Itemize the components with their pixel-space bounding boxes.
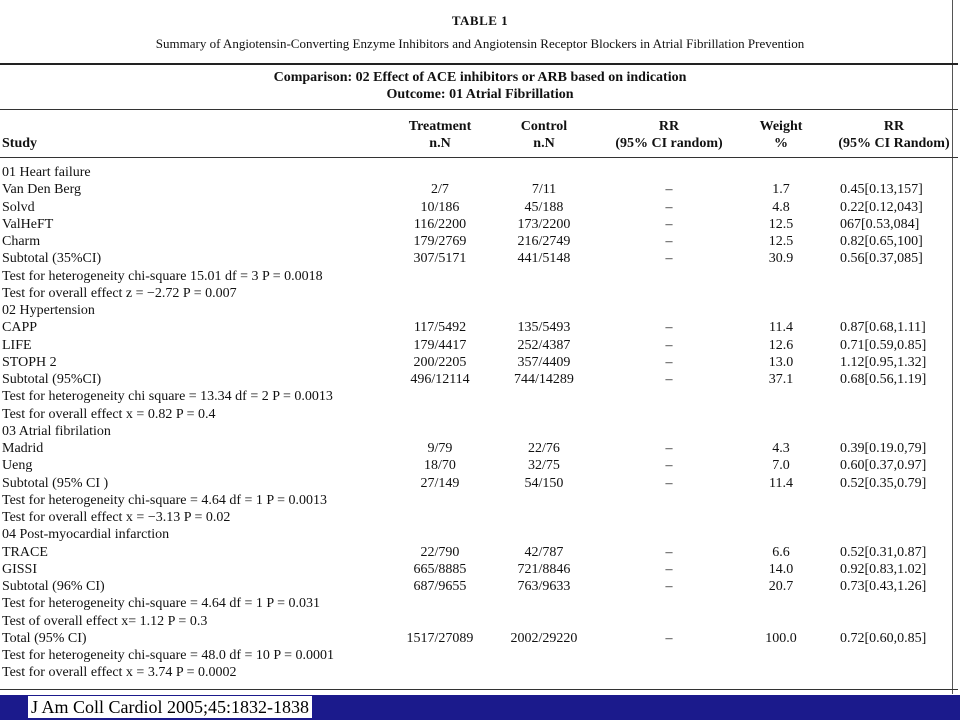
cell-treatment: 10/186 xyxy=(420,199,460,215)
table-body xyxy=(0,164,960,682)
table-title: Summary of Angiotensin-Converting Enzyme Inhibitors and Angiotensin Receptor Blockers in Atrial Fibrillation Prevention xyxy=(155,36,805,51)
header-rr-ci-line2: (95% CI Random) xyxy=(838,136,950,151)
cell-control: 54/150 xyxy=(524,475,564,491)
cell-rr-ci: 0.60[0.37,0.97] xyxy=(840,458,927,474)
table-row xyxy=(0,319,960,336)
cell-study: Test for heterogeneity chi-square = 48.0 df = 10 P = 0.0001 xyxy=(2,648,335,663)
table-row xyxy=(0,613,960,630)
bottom-rule xyxy=(0,689,958,690)
cell-control: 252/4387 xyxy=(517,337,571,353)
header-treatment-line2: n.N xyxy=(429,136,451,151)
cell-rr: – xyxy=(665,216,673,232)
cell-treatment: 22/790 xyxy=(420,544,460,560)
cell-study: LIFE xyxy=(2,337,32,353)
cell-treatment: 2/7 xyxy=(431,182,449,198)
cell-treatment: 179/2769 xyxy=(413,234,467,249)
cell-treatment: 179/4417 xyxy=(413,337,467,353)
cell-rr-ci: 0.87[0.68,1.11] xyxy=(840,320,926,336)
table-row xyxy=(0,268,960,285)
header-weight-line2: % xyxy=(774,136,788,151)
cell-study: Test for heterogeneity chi-square 15.01 df = 3 P = 0.0018 xyxy=(2,268,323,284)
table-row xyxy=(0,561,960,578)
table-row xyxy=(0,216,960,233)
cell-rr-ci: 0.73[0.43,1.26] xyxy=(840,579,927,594)
cell-rr-ci: 0.52[0.35,0.79] xyxy=(840,475,927,491)
header-treatment-line1: Treatment xyxy=(408,119,472,134)
cell-rr: – xyxy=(665,199,673,215)
footer-bar xyxy=(0,695,960,720)
header-rr-line1: RR xyxy=(658,119,680,134)
table-row xyxy=(0,164,960,181)
cell-rr: – xyxy=(665,234,673,249)
cell-weight: 37.1 xyxy=(768,372,794,387)
cell-treatment: 1517/27089 xyxy=(406,630,474,646)
cell-study: GISSI xyxy=(2,561,38,577)
cell-study: Test for overall effect z = −2.72 P = 0.007 xyxy=(2,285,237,301)
header-rr-line2: (95% CI random) xyxy=(615,136,723,151)
header-control-line2: n.N xyxy=(533,136,555,151)
cell-rr-ci: 0.45[0.13,157] xyxy=(840,182,923,198)
table-row xyxy=(0,492,960,509)
cell-treatment: 9/79 xyxy=(427,441,453,456)
cell-weight: 7.0 xyxy=(772,458,790,474)
table-row xyxy=(0,664,960,681)
table-label: TABLE 1 xyxy=(451,13,509,28)
table-row xyxy=(0,233,960,250)
cell-control: 216/2749 xyxy=(517,234,571,249)
cell-weight: 12.6 xyxy=(768,337,794,353)
table-row xyxy=(0,509,960,526)
cell-study: STOPH 2 xyxy=(2,354,57,370)
top-rule xyxy=(0,63,958,65)
cell-weight: 4.3 xyxy=(772,441,790,456)
cell-control: 2002/29220 xyxy=(510,630,578,646)
table-row xyxy=(0,440,960,457)
table-row xyxy=(0,457,960,474)
cell-study: Madrid xyxy=(2,441,44,456)
cell-control: 32/75 xyxy=(528,458,560,474)
header-bottom-rule xyxy=(0,157,958,158)
cell-control: 22/76 xyxy=(528,441,560,456)
cell-study: Subtotal (96% CI) xyxy=(2,579,105,594)
table-row xyxy=(0,544,960,561)
cell-study: Total (95% CI) xyxy=(2,630,87,646)
cell-control: 441/5148 xyxy=(517,251,571,267)
cell-study: Test for heterogeneity chi square = 13.34 df = 2 P = 0.0013 xyxy=(2,389,333,405)
cell-weight: 30.9 xyxy=(768,251,794,267)
cell-rr-ci: 0.22[0.12,043] xyxy=(840,199,923,215)
cell-control: 173/2200 xyxy=(517,216,571,232)
header-top-rule xyxy=(0,109,958,110)
table-row xyxy=(0,285,960,302)
cell-weight: 4.8 xyxy=(772,199,790,215)
cell-study: Test of overall effect x= 1.12 P = 0.3 xyxy=(2,613,208,629)
cell-control: 744/14289 xyxy=(514,372,574,387)
cell-study: Ueng xyxy=(2,458,33,474)
table-row xyxy=(0,354,960,371)
cell-study: Solvd xyxy=(2,199,35,215)
cell-rr-ci: 0.56[0.37,085] xyxy=(840,251,923,267)
cell-control: 45/188 xyxy=(524,199,564,215)
cell-study: Van Den Berg xyxy=(2,182,82,198)
cell-weight: 11.4 xyxy=(769,475,793,491)
table-row xyxy=(0,630,960,647)
header-rr-ci-line1: RR xyxy=(883,119,905,134)
header-rr-ci xyxy=(828,118,960,152)
cell-study: 04 Post-myocardial infarction xyxy=(2,527,170,543)
header-control xyxy=(494,118,594,152)
table-row xyxy=(0,406,960,423)
cell-weight: 11.4 xyxy=(769,320,793,336)
cell-rr: – xyxy=(665,320,673,336)
cell-study: Test for overall effect x = 3.74 P = 0.0002 xyxy=(2,665,237,681)
cell-rr: – xyxy=(665,372,673,387)
cell-study: Test for heterogeneity chi-square = 4.64 df = 1 P = 0.031 xyxy=(2,596,321,612)
cell-control: 135/5493 xyxy=(517,320,571,336)
table-row xyxy=(0,250,960,267)
cell-control: 7/11 xyxy=(531,182,557,198)
cell-treatment: 27/149 xyxy=(420,475,460,491)
cell-weight: 100.0 xyxy=(765,630,797,646)
header-weight xyxy=(742,118,820,152)
cell-rr-ci: 0.92[0.83,1.02] xyxy=(840,561,927,577)
cell-treatment: 496/12114 xyxy=(410,372,470,387)
table-row xyxy=(0,181,960,198)
cell-rr: – xyxy=(665,630,673,646)
citation: J Am Coll Cardiol 2005;45:1832-1838 xyxy=(28,696,312,718)
cell-study: 02 Hypertension xyxy=(2,303,95,318)
header-control-line1: Control xyxy=(520,119,568,134)
table-row xyxy=(0,647,960,664)
cell-rr: – xyxy=(665,337,673,353)
table-row xyxy=(0,595,960,612)
cell-weight: 12.5 xyxy=(768,216,794,232)
cell-study: 03 Atrial fibrilation xyxy=(2,423,111,439)
cell-rr: – xyxy=(665,441,673,456)
header-treatment xyxy=(390,118,490,152)
table-row xyxy=(0,578,960,595)
cell-control: 721/8846 xyxy=(517,561,571,577)
cell-rr: – xyxy=(665,182,673,198)
cell-rr-ci: 1.12[0.95,1.32] xyxy=(840,354,927,370)
cell-study: Subtotal (35%CI) xyxy=(2,251,102,267)
table-row xyxy=(0,475,960,492)
table-row xyxy=(0,302,960,319)
cell-rr-ci: 0.39[0.19.0,79] xyxy=(840,441,927,456)
table-row xyxy=(0,199,960,216)
cell-rr-ci: 0.71[0.59,0.85] xyxy=(840,337,927,353)
table-row xyxy=(0,337,960,354)
cell-study: Test for heterogeneity chi-square = 4.64 df = 1 P = 0.0013 xyxy=(2,492,328,508)
cell-rr: – xyxy=(665,354,673,370)
cell-weight: 1.7 xyxy=(772,182,790,198)
cell-study: 01 Heart failure xyxy=(2,165,91,180)
cell-rr-ci: 0.82[0.65,100] xyxy=(840,234,923,249)
cell-control: 763/9633 xyxy=(517,579,571,594)
header-study: Study xyxy=(2,136,38,151)
cell-rr: – xyxy=(665,458,673,474)
cell-treatment: 117/5492 xyxy=(413,320,467,336)
cell-weight: 12.5 xyxy=(768,234,794,249)
cell-study: Subtotal (95%CI) xyxy=(2,372,102,387)
cell-study: CAPP xyxy=(2,320,38,336)
cell-rr-ci: 0.68[0.56,1.19] xyxy=(840,372,927,387)
cell-weight: 13.0 xyxy=(768,354,794,370)
cell-treatment: 116/2200 xyxy=(413,216,467,232)
header-weight-line1: Weight xyxy=(759,119,803,134)
cell-treatment: 687/9655 xyxy=(413,579,467,594)
cell-treatment: 307/5171 xyxy=(413,251,467,267)
cell-rr-ci: 0.72[0.60,0.85] xyxy=(840,630,927,646)
table-row xyxy=(0,423,960,440)
cell-control: 42/787 xyxy=(524,544,564,560)
table-row xyxy=(0,388,960,405)
cell-treatment: 200/2205 xyxy=(413,354,467,370)
header-rr-random xyxy=(604,118,734,152)
cell-rr: – xyxy=(665,561,673,577)
cell-study: ValHeFT xyxy=(2,216,54,232)
cell-rr: – xyxy=(665,544,673,560)
cell-rr: – xyxy=(665,251,673,267)
table-row xyxy=(0,371,960,388)
comparison-heading: Comparison: 02 Effect of ACE inhibitors or ARB based on indication xyxy=(273,70,687,85)
cell-study: Subtotal (95% CI ) xyxy=(2,475,109,491)
cell-rr: – xyxy=(665,475,673,491)
cell-rr-ci: 067[0.53,084] xyxy=(840,216,920,232)
cell-treatment: 665/8885 xyxy=(413,561,467,577)
cell-control: 357/4409 xyxy=(517,354,571,370)
cell-weight: 6.6 xyxy=(772,544,790,560)
table-row xyxy=(0,526,960,543)
cell-study: Charm xyxy=(2,234,41,249)
outcome-heading: Outcome: 01 Atrial Fibrillation xyxy=(386,87,574,102)
cell-study: TRACE xyxy=(2,544,48,560)
cell-weight: 14.0 xyxy=(768,561,794,577)
cell-weight: 20.7 xyxy=(768,579,794,594)
cell-rr-ci: 0.52[0.31,0.87] xyxy=(840,544,927,560)
cell-study: Test for overall effect x = 0.82 P = 0.4 xyxy=(2,406,216,422)
cell-treatment: 18/70 xyxy=(424,458,456,474)
cell-study: Test for overall effect x = −3.13 P = 0.02 xyxy=(2,510,231,525)
cell-rr: – xyxy=(665,579,673,594)
